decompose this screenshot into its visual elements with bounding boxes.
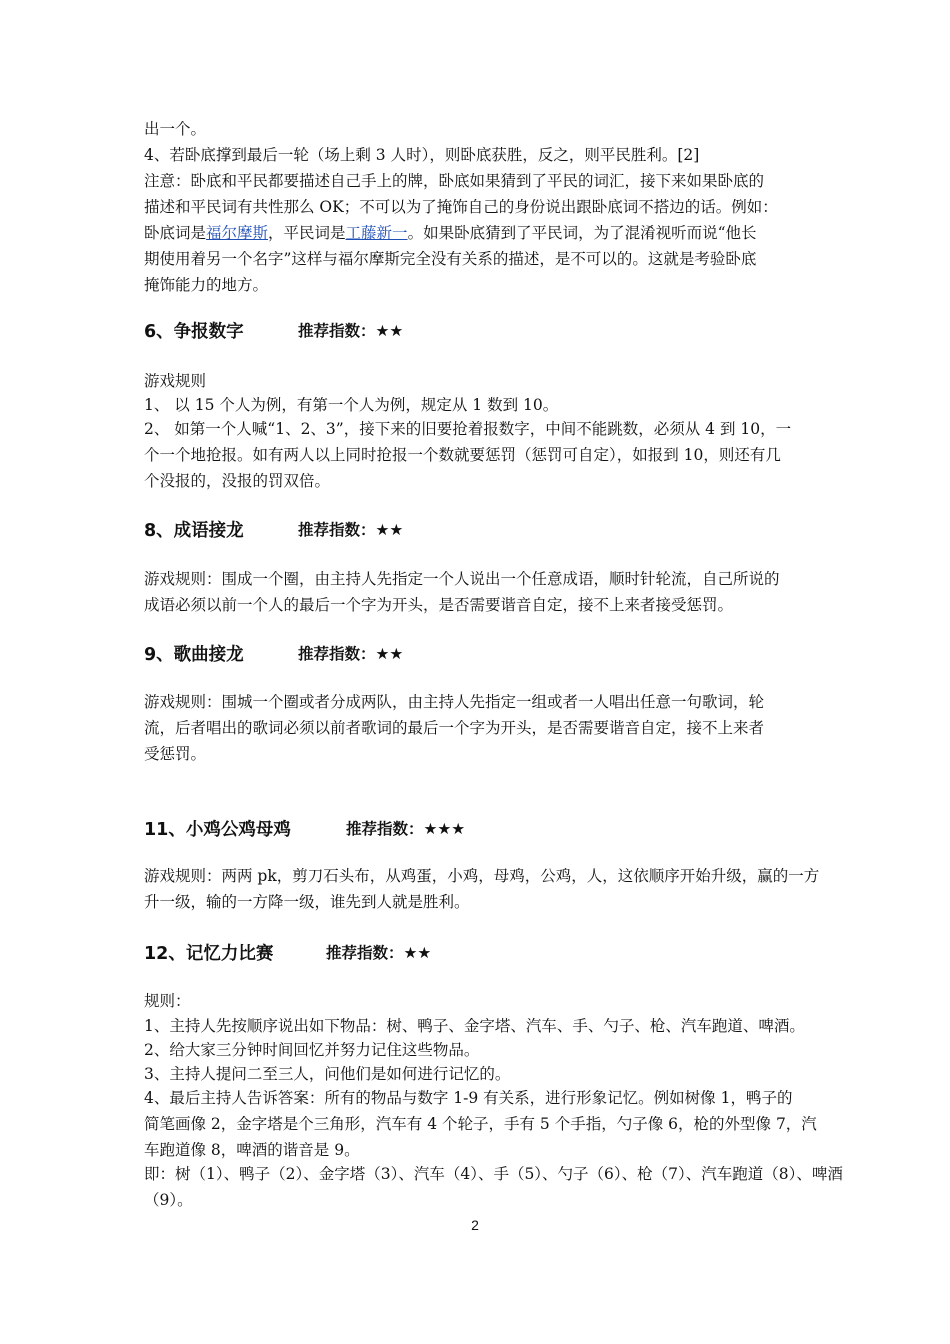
rating-label: 推荐指数： [298,322,376,340]
section-9-line-2: 流，后者唱出的歌词必须以前者歌词的最后一个字为开头，是否需要谐音自定，接不上来者 [144,719,765,737]
section-12-line-6: 简笔画像 2，金字塔是个三角形，汽车有 4 个轮子，手有 5 个手指，勺子像 6，枪的外型像 7，汽 [144,1115,817,1133]
rating-stars: ★★★ [423,820,466,838]
section-6-line-3: 2、 如第一个人喊“1、2、3”，接下来的旧要抢着报数字，中间不能跳数，必须从 4 到 10，一 [144,420,792,438]
section-12-line-8: 即：树（1）、鸭子（2）、金字塔（3）、汽车（4）、手（5）、勺子（6）、枪（7）、汽车跑道（8）、啤酒 [144,1165,843,1183]
section-12-line-1: 规则： [144,992,191,1010]
intro-line-5-mid: ，平民词是 [268,224,346,242]
intro-line-5-pre: 卧底词是 [144,224,207,242]
section-12-line-7: 车跑道像 8，啤酒的谐音是 9。 [144,1141,360,1159]
section-12-heading [144,940,432,965]
section-11-heading [144,816,466,841]
section-12-title: 12、记忆力比赛 [144,944,274,964]
link-kudo-shinichi[interactable]: 工藤新一 [345,224,408,242]
section-6-line-1: 游戏规则 [144,372,207,390]
section-12-line-2: 1、主持人先按顺序说出如下物品：树、鸭子、金字塔、汽车、手、勺子、枪、汽车跑道、啤酒。 [144,1017,805,1035]
rating-label: 推荐指数： [326,944,404,962]
section-9-rating [298,642,403,664]
section-12-rating [326,941,431,963]
link-sherlock[interactable]: 福尔摩斯 [206,224,269,242]
rating-stars: ★★ [403,944,432,962]
section-6-line-2: 1、 以 15 个人为例，有第一个人为例，规定从 1 数到 10。 [144,396,559,414]
rating-label: 推荐指数： [298,645,376,663]
intro-line-4: 描述和平民词有共性那么 OK；不可以为了掩饰自己的身份说出跟卧底词不搭边的话。例如： [144,198,778,216]
section-6-heading [144,318,404,343]
intro-line-1: 出一个。 [144,120,207,138]
section-6-rating [298,319,403,341]
section-6-line-4: 个一个地抢报。如有两人以上同时抢报一个数就要惩罚（惩罚可自定），如报到 10，则还有几 [144,446,781,464]
section-9-line-3: 受惩罚。 [144,745,207,763]
section-11-title: 11、小鸡公鸡母鸡 [144,820,291,840]
section-8-heading [144,517,404,542]
page-number: 2 [471,1217,479,1233]
section-8-title: 8、成语接龙 [144,521,244,541]
intro-line-5-post: 。如果卧底猜到了平民词，为了混淆视听而说“他长 [407,224,757,242]
intro-line-3: 注意：卧底和平民都要描述自己手上的牌，卧底如果猜到了平民的词汇，接下来如果卧底的 [144,172,765,190]
intro-line-7: 掩饰能力的地方。 [144,276,269,294]
section-12-line-5: 4、最后主持人告诉答案：所有的物品与数字 1-9 有关系，进行形象记忆。例如树像 1，鸭子的 [144,1089,793,1107]
section-11-line-2: 升一级，输的一方降一级，谁先到人就是胜利。 [144,893,470,911]
rating-stars: ★★ [375,322,404,340]
section-12-line-4: 3、主持人提问二至三人，问他们是如何进行记忆的。 [144,1065,511,1083]
rating-stars: ★★ [375,521,404,539]
section-6-line-5: 个没报的，没报的罚双倍。 [144,472,331,490]
section-8-rating [298,518,403,540]
section-9-heading [144,641,404,666]
intro-line-6: 期使用着另一个名字”这样与福尔摩斯完全没有关系的描述，是不可以的。这就是考验卧底 [144,250,757,268]
section-6-title: 6、争报数字 [144,322,244,342]
section-9-title: 9、歌曲接龙 [144,645,244,665]
section-11-line-1: 游戏规则：两两 pk，剪刀石头布，从鸡蛋，小鸡，母鸡，公鸡，人，这依顺序开始升级，赢的一方 [144,867,820,885]
section-12-line-9: （9）。 [144,1191,193,1209]
section-11-rating [346,817,465,839]
section-12-line-3: 2、给大家三分钟时间回忆并努力记住这些物品。 [144,1041,480,1059]
intro-line-5 [144,220,812,246]
rating-label: 推荐指数： [346,820,424,838]
rating-stars: ★★ [375,645,404,663]
rating-label: 推荐指数： [298,521,376,539]
section-8-line-1: 游戏规则：围成一个圈，由主持人先指定一个人说出一个任意成语，顺时针轮流，自己所说的 [144,570,780,588]
intro-line-2: 4、若卧底撑到最后一轮（场上剩 3 人时），则卧底获胜，反之，则平民胜利。[2] [144,146,700,164]
section-8-line-2: 成语必须以前一个人的最后一个字为开头，是否需要谐音自定，接不上来者接受惩罚。 [144,596,734,614]
section-9-line-1: 游戏规则：围城一个圈或者分成两队，由主持人先指定一组或者一人唱出任意一句歌词，轮 [144,693,765,711]
